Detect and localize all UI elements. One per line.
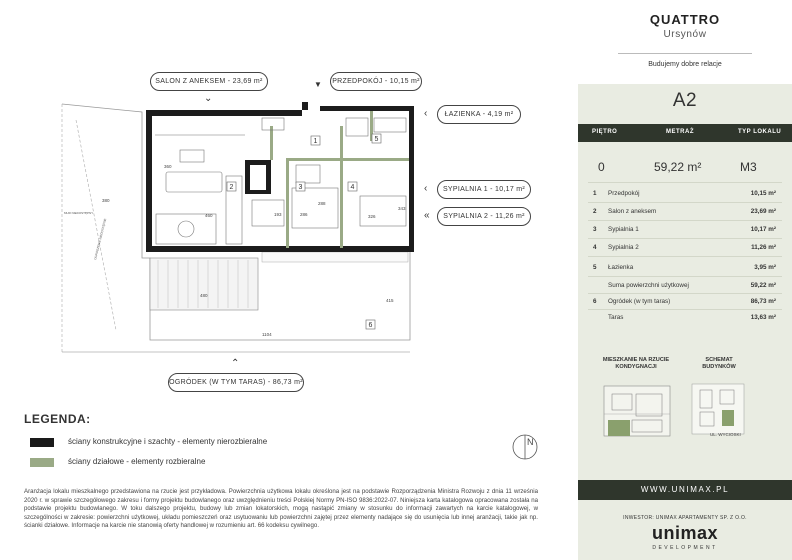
divider [588,276,782,277]
callout-salon: SALON Z ANEKSEM - 23,69 m² [150,72,268,91]
header-type: TYP LOKALU [738,129,782,135]
room-num: 1 [593,190,597,197]
room-num: 4 [593,244,597,251]
tagline: Budujemy dobre relacje [648,61,722,68]
disclaimer-text: Aranżacja lokalu mieszkalnego przedstawiona na rzucie jest przykładowa. Powierzchnia użytkowa lokalu określona jest na podstawie Rozporządzenia Ministra Rozwoju z dnia 11 września 2020 r. w sprawie szczegółowego zakresu i formy projektu budowlanego oraz uwzględnieniu treści Polskiej Normy PN-ISO 9836:2022-07. Niniejsza karta katalogowa opracowana została na podstawie projektu budowlanego. W toku dalszego projektu, budowy lub zmian lokatorskich, mogą nastąpić zmiany w stosunku do informacji zawartych na karcie katalogowej, w szczególności w zakresie: powierzchni użytkowej, układu pomieszczeń oraz usytuowaniu lub powierzchni zajętej przez elementy nadające się do usunięcia lub innej aranżacji, takie jak np. ścianki działowe. Informacje na karcie nie stanowią oferty handlowej w rozumieniu art. 66 kodeksu cywilnego. [24,488,538,530]
room-name: Ogródek (w tym taras) [608,298,671,305]
building-scheme [690,380,750,438]
svg-text:N: N [527,437,534,447]
dimension-label: 460 [205,213,213,218]
area-value: 59,22 m² [654,160,702,174]
divider [588,220,782,221]
room-num: 3 [593,226,597,233]
callout-sypialnia1: SYPIALNIA 1 - 10,17 m² [437,180,531,199]
dimension-label: 415 [386,298,394,303]
room-area: 11,26 m² [751,244,776,251]
dimension-label: 343 [398,206,406,211]
room-area: 3,95 m² [754,264,776,271]
room-name: Sypialnia 1 [608,226,639,233]
total-area: 59,22 m² [750,282,776,289]
room-number: 4 [350,184,355,191]
legend-swatch-structural [30,438,54,447]
divider [588,256,782,257]
room-name: Sypialnia 2 [608,244,639,251]
header-area: METRAŻ [666,129,694,135]
room-number: 5 [374,136,379,143]
street-label: UL. WYCIOSKI [710,432,741,437]
mini-floor-plan [602,380,674,440]
room-number: 6 [368,322,373,329]
partition-walls [270,111,409,248]
investor-text: INWESTOR: UNIMAX APARTAMENTY SP. Z O.O. [623,515,747,521]
brand-header [578,0,792,84]
room-name: Taras [608,314,624,321]
divider [588,309,782,310]
apartment-code: A2 [672,90,698,111]
dimension-label: 480 [200,293,208,298]
room-num: 5 [593,264,597,271]
type-value: M3 [740,160,757,174]
dimension-label: 193 [274,212,282,217]
terrace-row [578,314,792,328]
room-area: 23,69 m² [750,208,776,215]
unimax-logo: unimax [651,523,719,543]
brand-title: QUATTRO [649,12,721,27]
terrace [150,258,258,310]
chevron-left-icon: ‹ [424,108,428,119]
divider [588,202,782,203]
divider [588,238,782,239]
floor-value: 0 [598,160,605,174]
chevron-down-icon: ▼ [314,80,322,89]
fence-label: OGRODZENIE NIEDOSTĘPNE [93,218,108,261]
room-num: 6 [593,298,597,305]
divider [618,53,752,54]
divider [588,182,782,183]
dimension-label: 380 [102,198,110,203]
entrance-gap [302,110,320,116]
legend-text: ściany konstrukcyjne i szachty - elementy nierozbieralne [68,437,268,446]
building-scheme-title: SCHEMAT BUDYNKÓW [702,357,736,370]
brand-subtitle: Ursynów [663,29,707,40]
chevron-left-icon: « [424,210,430,221]
callout-lazienka: ŁAZIENKA - 4,19 m² [437,105,521,124]
room-area: 10,17 m² [750,226,776,233]
dimension-label: 288 [318,201,326,206]
dimension-label: 326 [368,214,376,219]
total-label: Suma powierzchni użytkowej [608,282,689,289]
callout-przedpokoj: PRZEDPOKÓJ - 10,15 m² [330,72,422,91]
north-arrow-icon [510,432,540,462]
room-area: 10,15 m² [750,190,776,197]
callout-ogrodek: OGRÓDEK (W TYM TARAS) - 86,73 m² [168,373,304,392]
room-number: 1 [313,138,318,145]
logo-subtitle: DEVELOPMENT [652,545,718,551]
terrace-strip [262,252,408,262]
info-panel [578,0,792,560]
room-num: 2 [593,208,597,215]
divider [588,293,782,294]
wall-label: MUR NIEDOSTĘPNY [64,211,94,215]
room-number: 3 [298,184,303,191]
chevron-up-icon: ⌃ [231,358,240,369]
furniture [155,118,406,244]
website-link[interactable]: WWW.UNIMAX.PL [578,480,792,500]
room-name: Przedpokój [608,190,640,197]
room-name: Łazienka [608,264,634,271]
room-area: 86,73 m² [750,298,776,305]
callout-sypialnia2: SYPIALNIA 2 - 11,26 m² [437,207,531,226]
room-name: Salon z aneksem [608,208,657,215]
mini-plan-title: MIESZKANIE NA RZUCIE KONDYGNACJI [602,357,670,370]
dimension-label: 360 [164,164,172,169]
room-area: 13,63 m² [750,314,776,321]
boundary-labels [64,211,107,260]
lot-diagonal [76,120,116,330]
room-number: 2 [229,184,234,191]
dimension-label: 286 [300,212,308,217]
chevron-down-icon: ⌄ [204,93,213,104]
legend-text: ściany działowe - elementy rozbieralne [68,457,206,466]
summary-header [578,124,792,142]
dimension-label: 1104 [262,332,272,337]
header-floor: PIĘTRO [592,129,618,135]
legend-swatch-partition [30,458,54,467]
legend-title: LEGENDA: [24,412,91,426]
chevron-left-icon: ‹ [424,183,428,194]
